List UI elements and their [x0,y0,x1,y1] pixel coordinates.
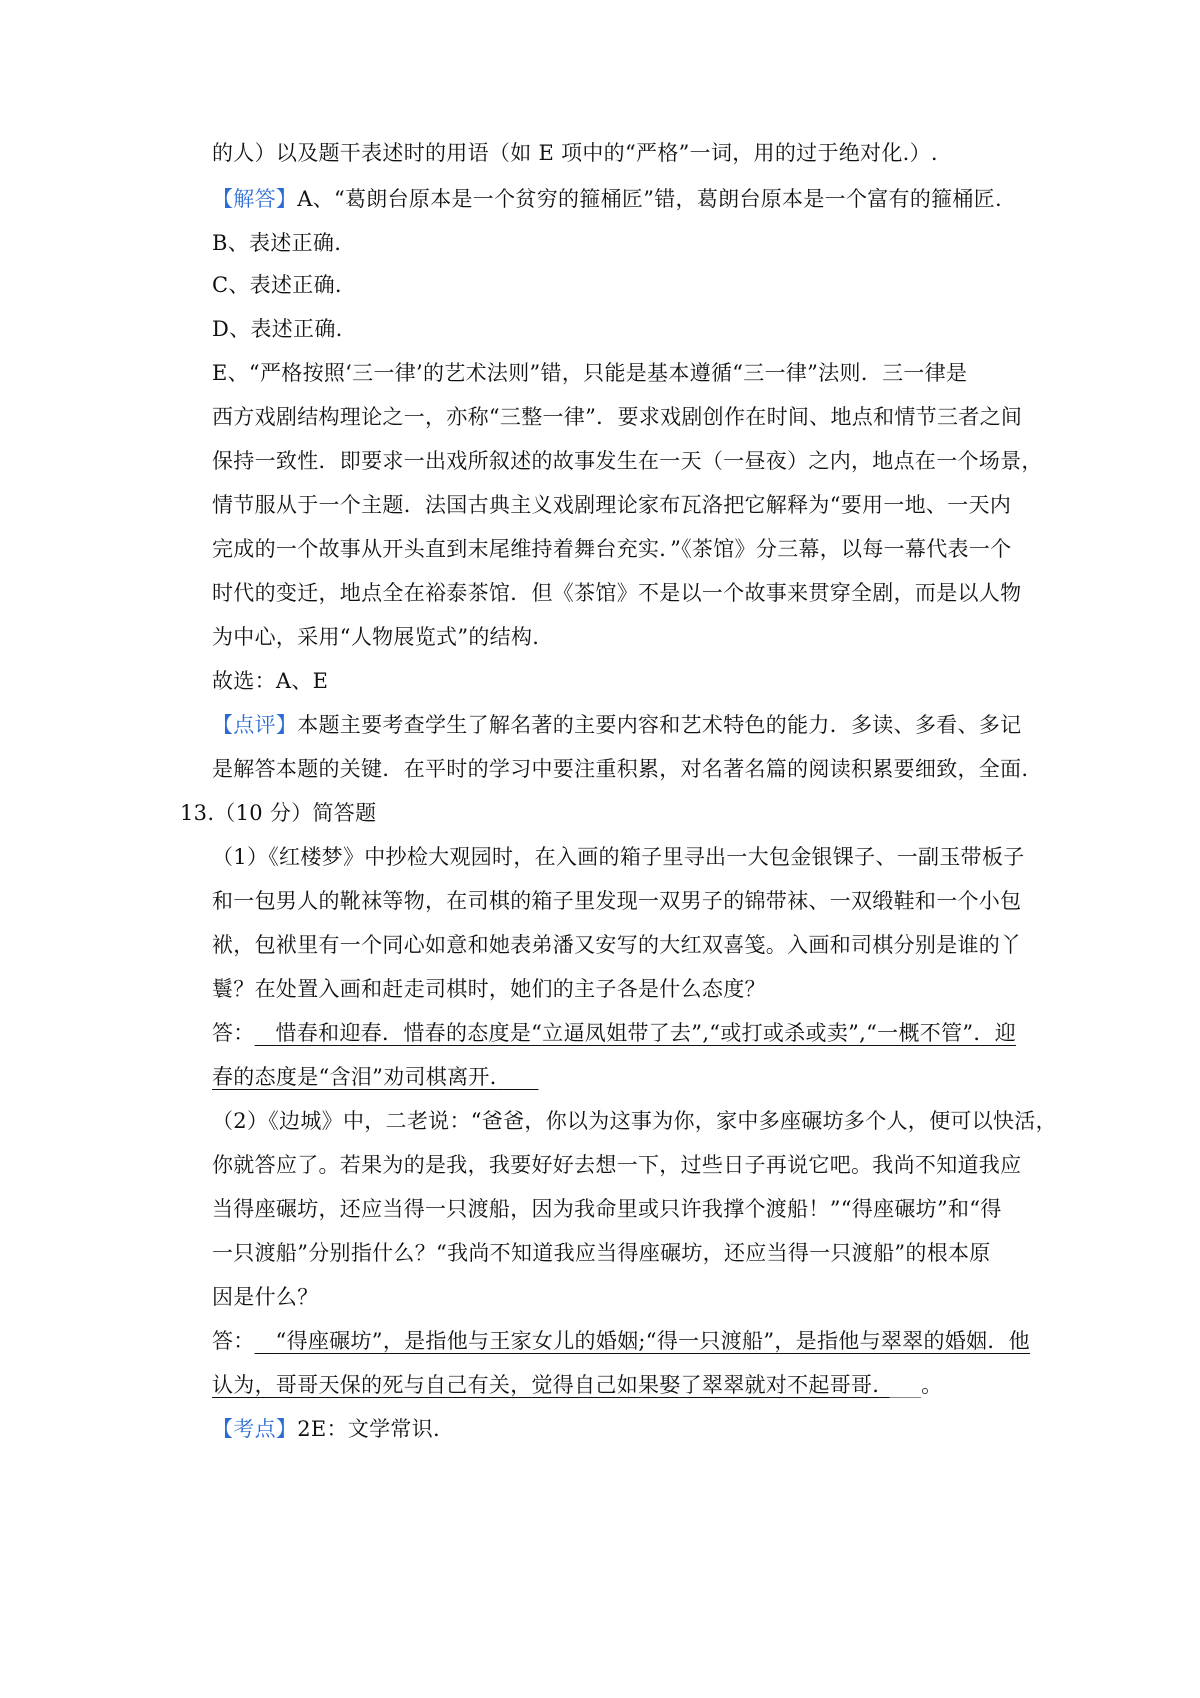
answer-line [212,1370,1032,1400]
text-line: 。 [921,1373,943,1397]
text-line: 一只渡船”分别指什么？“我尚不知道我应当得座碾坊，还应当得一只渡船”的根本原 [212,1241,991,1265]
text-line: A、“葛朗台原本是一个贫穷的箍桶匠”错，葛朗台原本是一个富有的箍桶匠. [297,187,1003,211]
text-line: 和一包男人的靴袜等物，在司棋的箱子里发现一双男子的锦带袜、一双缎鞋和一个小包 [212,889,1022,913]
comment-paragraph [212,710,1032,740]
text-line: 因是什么？ [212,1285,319,1309]
dianping-tag: 【点评】 [212,713,298,737]
answer-label: 答： [212,1021,255,1045]
text-line: 当得座碾坊，还应当得一只渡船，因为我命里或只许我撑个渡船！”“得座碾坊”和“得 [212,1197,1002,1221]
answer-line [212,1018,1032,1048]
text-line: 故选：A、E [212,669,329,693]
answer-text: “得座碾坊”，是指他与王家女儿的婚姻;“得一只渡船”，是指他与翠翠的婚姻．他 [275,1329,1030,1353]
text-line: 是解答本题的关键．在平时的学习中要注重积累，对名著名篇的阅读积累要细致，全面. [212,757,1029,781]
kaodian-paragraph [212,1414,1032,1444]
text-line: 为中心，采用“人物展览式”的结构. [212,625,540,649]
answer-label: 答： [212,1329,255,1353]
text-line: 时代的变迁，地点全在裕泰茶馆．但《茶馆》不是以一个故事来贯穿全剧，而是以人物 [212,581,1022,605]
text-line: 鬟？在处置入画和赶走司棋时，她们的主子各是什么态度？ [212,977,766,1001]
answer-line [212,1326,1032,1356]
text-line: B、表述正确. [212,231,342,255]
text-line: （2）《边城》中，二老说：“爸爸，你以为这事为你，家中多座碾坊多个人，便可以快活， [212,1109,1057,1133]
text-line: 保持一致性．即要求一出戏所叙述的故事发生在一天（一昼夜）之内，地点在一个场景， [212,449,1043,473]
answer-line [212,1062,1032,1092]
text-line: 本题主要考查学生了解名著的主要内容和艺术特色的能力．多读、多看、多记 [297,713,1022,737]
text-line: 2E：文学常识. [297,1417,440,1441]
kaodian-tag: 【考点】 [212,1417,298,1441]
text-line: 袱，包袱里有一个同心如意和她表弟潘又安写的大红双喜笺。入画和司棋分别是谁的丫 [212,933,1022,957]
answer-paragraph [212,184,1032,214]
text-line: E、“严格按照‘三一律’的艺术法则”错，只能是基本遵循“三一律”法则．三一律是 [212,361,968,385]
text-line: 西方戏剧结构理论之一，亦称“三整一律”．要求戏剧创作在时间、地点和情节三者之间 [212,405,1023,429]
text-line: D、表述正确. [212,317,343,341]
text-line: 情节服从于一个主题．法国古典主义戏剧理论家布瓦洛把它解释为“要用一地、一天内 [212,493,1012,517]
text-line: C、表述正确. [212,273,342,297]
text-line: 完成的一个故事从开头直到末尾维持着舞台充实．”《茶馆》分三幕，以每一幕代表一个 [212,537,1012,561]
question-heading: 13.（10 分）简答题 [180,801,377,825]
answer-text: 认为，哥哥天保的死与自己有关，觉得自己如果娶了翠翠就对不起哥哥. [212,1373,880,1397]
jieda-tag: 【解答】 [212,187,298,211]
text-line: （1）《红楼梦》中抄检大观园时，在入画的箱子里寻出一大包金银锞子、一副玉带板子 [212,845,1025,869]
text-line: 的人）以及题干表述时的用语（如 E 项中的“严格”一词，用的过于绝对化.）. [212,141,938,165]
answer-text: 春的态度是“含泪”劝司棋离开. [212,1065,497,1089]
text-line: 你就答应了。若果为的是我，我要好好去想一下，过些日子再说它吧。我尚不知道我应 [212,1153,1022,1177]
answer-text: 惜春和迎春．惜春的态度是“立逼凤姐带了去”,“或打或杀或卖”,“一概不管”．迎 [275,1021,1017,1045]
